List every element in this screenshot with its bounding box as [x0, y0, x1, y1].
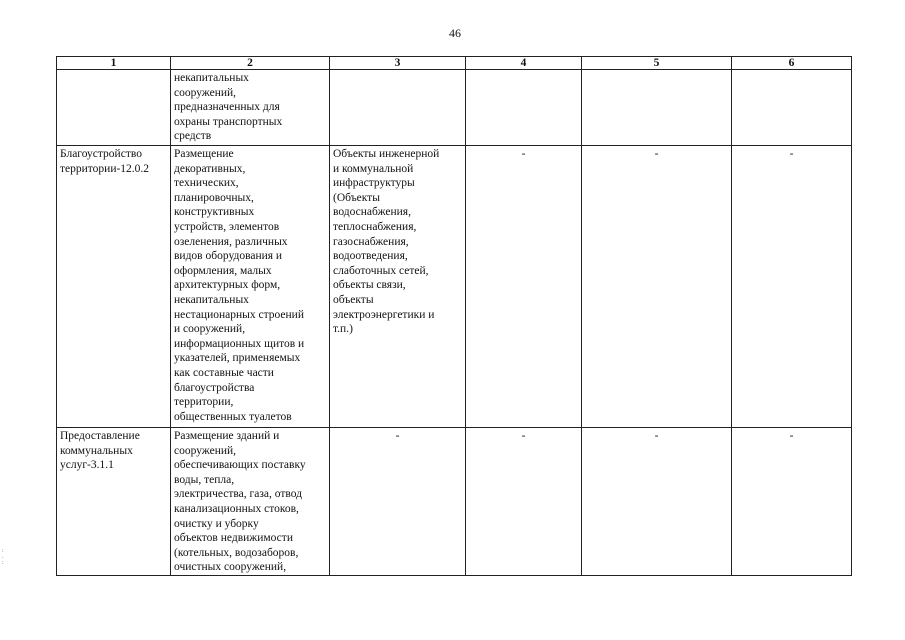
- table-cell: [466, 428, 582, 576]
- table-cell: [732, 146, 852, 428]
- table-cell: [330, 70, 466, 146]
- column-header-4: 4: [466, 57, 582, 70]
- cell-text: -: [521, 430, 526, 442]
- table-cell: [732, 428, 852, 576]
- column-header-5: 5: [582, 57, 732, 70]
- cell-text: -: [654, 430, 659, 442]
- column-header-3: 3: [330, 57, 466, 70]
- table-row: [57, 70, 852, 146]
- column-header-2: 2: [171, 57, 330, 70]
- table-cell: [466, 70, 582, 146]
- table-cell: [171, 146, 330, 428]
- cell-text: Благоустройство территории-12.0.2: [60, 148, 150, 175]
- table-cell: [330, 146, 466, 428]
- scan-margin-marks: : . :: [2, 548, 4, 566]
- table-cell: [57, 146, 171, 428]
- table-cell: [582, 70, 732, 146]
- cell-text: -: [789, 148, 794, 160]
- land-use-table: [56, 56, 852, 576]
- cell-text: -: [395, 430, 400, 442]
- table-header-row: [57, 57, 852, 70]
- table-cell: [466, 146, 582, 428]
- table-cell: [171, 70, 330, 146]
- page-number: 46: [449, 26, 461, 40]
- table-cell: [57, 70, 171, 146]
- table-cell: [330, 428, 466, 576]
- column-header-1: 1: [57, 57, 171, 70]
- table-cell: [582, 146, 732, 428]
- column-header-6: 6: [732, 57, 852, 70]
- table-row: [57, 428, 852, 576]
- cell-text: Размещение декоративных, технических, планировочных, конструктивных устройств, элементов озеленения, различных видов оборудования и оформления, малых архитектурных форм, некапитальных нестационарных строений и сооружений, информационных щитов и указателей, применяемых как составные части благоустройства территории, общественных туалетов: [174, 148, 305, 423]
- cell-text: -: [521, 148, 526, 160]
- cell-text: Предоставление коммунальных услуг-3.1.1: [60, 430, 140, 472]
- cell-text: некапитальных сооружений, предназначенных для охраны транспортных средств: [174, 72, 283, 143]
- table-cell: [57, 428, 171, 576]
- table-cell: [582, 428, 732, 576]
- table-row: [57, 146, 852, 428]
- cell-text: Объекты инженерной и коммунальной инфраструктуры (Объекты водоснабжения, теплоснабжения, газоснабжения, водоотведения, слаботочных сетей, объекты связи, объекты электроэнергетики и т.п.): [333, 148, 440, 336]
- cell-text: -: [789, 430, 794, 442]
- cell-text: Размещение зданий и сооружений, обеспечивающих поставку воды, тепла, электричества, газа, отвод канализационных стоков, очистку и уборку объектов недвижимости (котельных, водозаборов, очистных сооружений,: [174, 430, 306, 574]
- table-cell: [732, 70, 852, 146]
- table-cell: [171, 428, 330, 576]
- cell-text: -: [654, 148, 659, 160]
